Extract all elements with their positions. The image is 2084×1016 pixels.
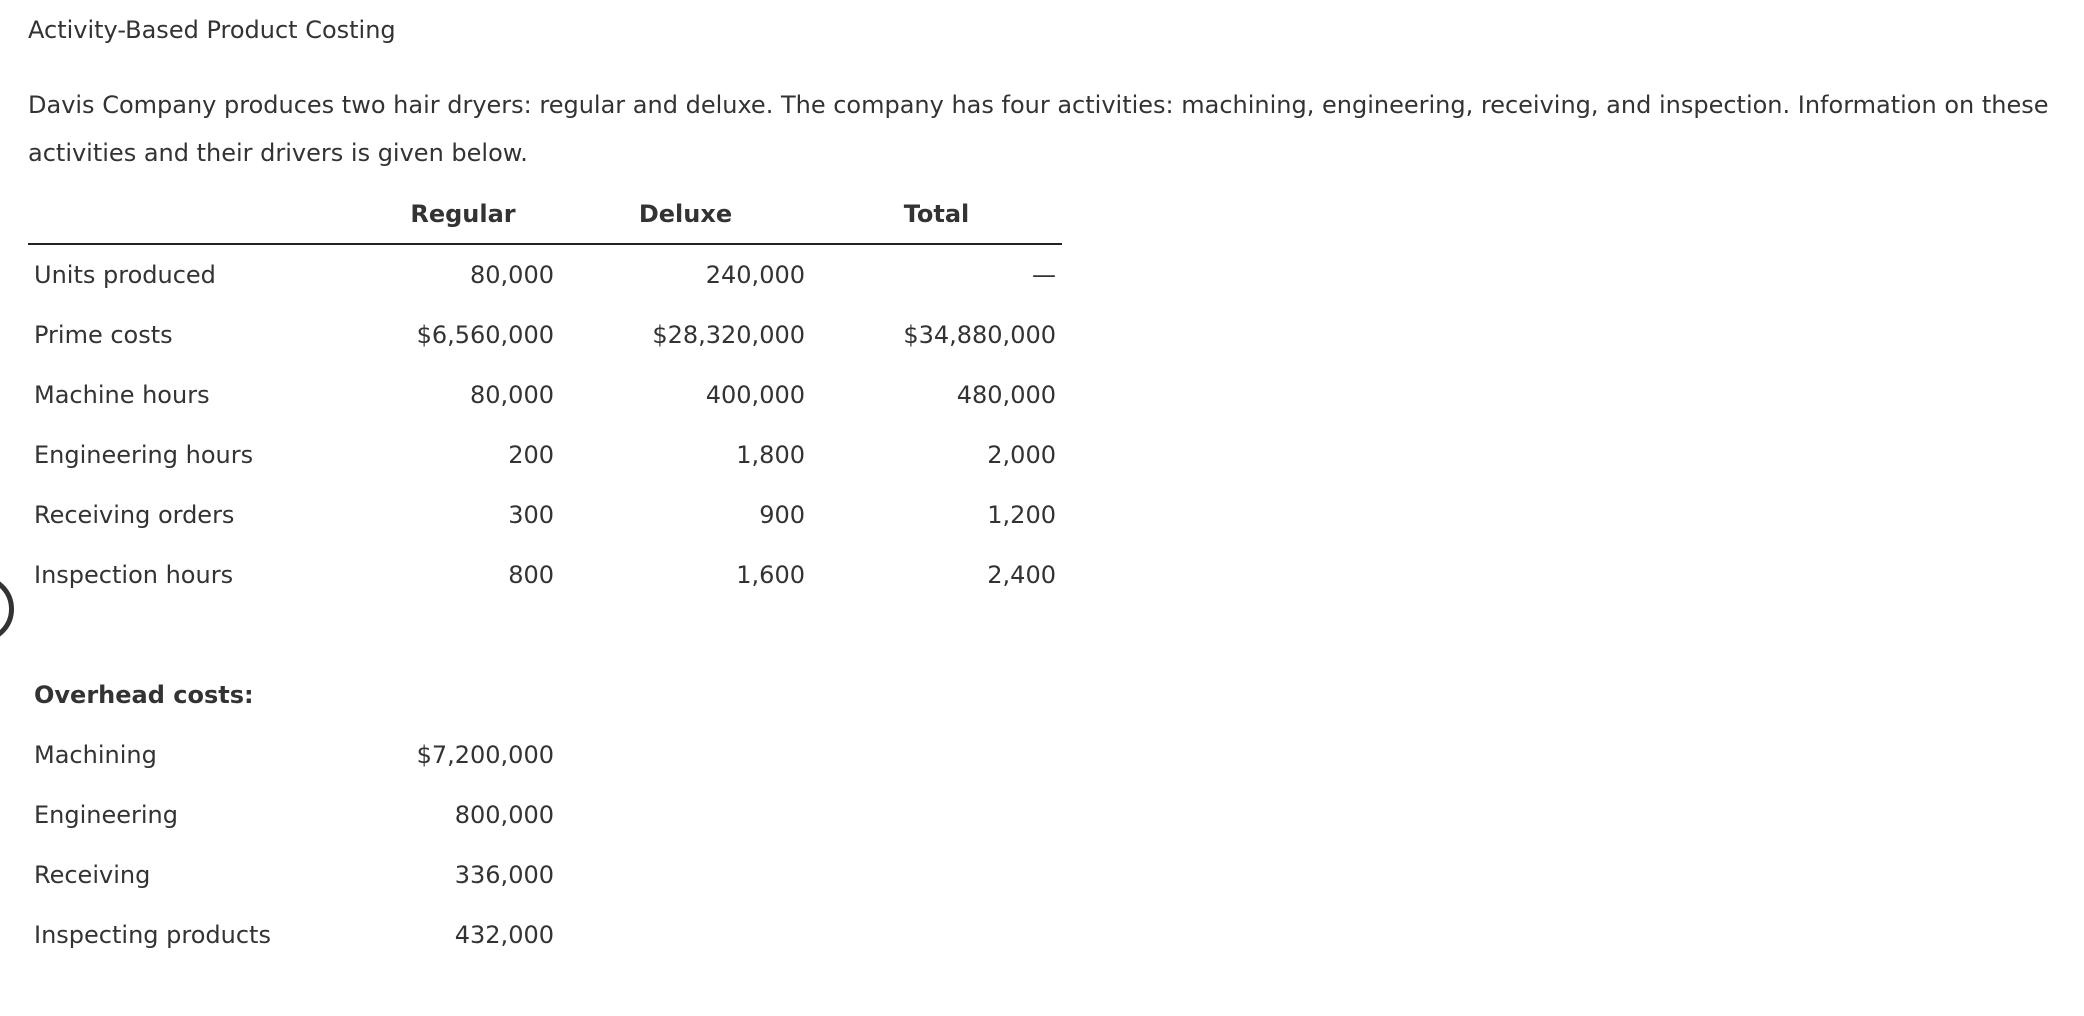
empty-cell xyxy=(560,905,811,965)
regular-value: 800 xyxy=(508,561,554,589)
spacer-row xyxy=(28,605,1062,665)
problem-intro: Davis Company produces two hair dryers: regular and deluxe. The company has four activities: machining, engineering, receiving, and inspection. Information on these activities and their drivers is given below. xyxy=(28,91,2049,167)
regular-value: 300 xyxy=(508,501,554,529)
empty-cell xyxy=(811,725,1062,785)
regular-value: 80,000 xyxy=(470,381,554,409)
total-value: — xyxy=(1032,261,1056,289)
regular-value: $6,560,000 xyxy=(416,321,554,349)
overhead-label: Engineering xyxy=(34,801,178,829)
partial-circle-decoration xyxy=(0,575,14,643)
row-label: Units produced xyxy=(34,261,216,289)
deluxe-value: 400,000 xyxy=(705,381,805,409)
empty-cell xyxy=(811,905,1062,965)
regular-value: 80,000 xyxy=(470,261,554,289)
total-value: $34,880,000 xyxy=(903,321,1056,349)
overhead-label: Machining xyxy=(34,741,157,769)
header-total: Total xyxy=(811,185,1062,244)
empty-cell xyxy=(560,665,811,725)
overhead-amount: 800,000 xyxy=(454,801,554,829)
overhead-amount: 432,000 xyxy=(454,921,554,949)
overhead-amount: 336,000 xyxy=(454,861,554,889)
empty-cell xyxy=(560,725,811,785)
empty-cell xyxy=(811,665,1062,725)
row-label: Machine hours xyxy=(34,381,210,409)
row-label: Receiving orders xyxy=(34,501,235,529)
deluxe-value: 240,000 xyxy=(705,261,805,289)
table-row xyxy=(28,545,1062,605)
regular-value: 200 xyxy=(508,441,554,469)
overhead-section-row xyxy=(28,665,1062,725)
spacer-cell xyxy=(28,605,1062,665)
total-value: 1,200 xyxy=(987,501,1056,529)
overhead-row xyxy=(28,845,1062,905)
table-row xyxy=(28,244,1062,305)
overhead-heading: Overhead costs: xyxy=(34,681,254,709)
overhead-row xyxy=(28,725,1062,785)
total-value: 2,000 xyxy=(987,441,1056,469)
empty-cell xyxy=(366,665,560,725)
total-value: 480,000 xyxy=(956,381,1056,409)
deluxe-value: 1,800 xyxy=(736,441,805,469)
empty-cell xyxy=(560,785,811,845)
table-row xyxy=(28,425,1062,485)
overhead-label: Receiving xyxy=(34,861,151,889)
header-deluxe: Deluxe xyxy=(560,185,811,244)
row-label: Prime costs xyxy=(34,321,173,349)
page-title: Activity-Based Product Costing xyxy=(28,16,396,44)
table-row xyxy=(28,485,1062,545)
activity-data-table xyxy=(28,185,1062,965)
overhead-label: Inspecting products xyxy=(34,921,271,949)
deluxe-value: $28,320,000 xyxy=(652,321,805,349)
overhead-amount: $7,200,000 xyxy=(416,741,554,769)
empty-cell xyxy=(811,785,1062,845)
overhead-row xyxy=(28,905,1062,965)
header-regular: Regular xyxy=(366,185,560,244)
row-label: Engineering hours xyxy=(34,441,254,469)
table-header-row xyxy=(28,185,1062,244)
deluxe-value: 900 xyxy=(759,501,805,529)
overhead-row xyxy=(28,785,1062,845)
total-value: 2,400 xyxy=(987,561,1056,589)
table-row xyxy=(28,305,1062,365)
row-label: Inspection hours xyxy=(34,561,234,589)
empty-cell xyxy=(811,845,1062,905)
table-row xyxy=(28,365,1062,425)
deluxe-value: 1,600 xyxy=(736,561,805,589)
header-label-column xyxy=(28,185,366,244)
empty-cell xyxy=(560,845,811,905)
